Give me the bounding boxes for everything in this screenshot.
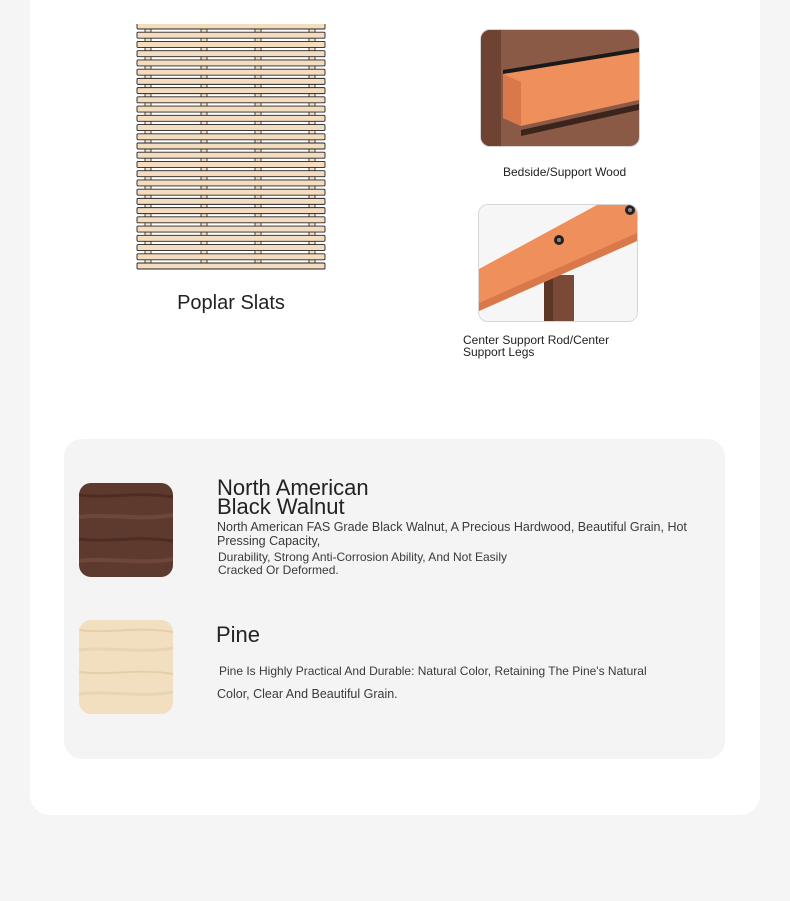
pine-title: Pine	[216, 622, 261, 647]
bedside-support-wood-caption: Bedside/Support Wood	[503, 165, 627, 179]
black-walnut-title: North American Black Walnut	[217, 475, 369, 519]
pine-description: Pine Is Highly Practical And Durable: Natural Color, Retaining The Pine's Natural	[219, 664, 647, 678]
pine-description-2: Color, Clear And Beautiful Grain.	[217, 687, 398, 701]
bedside-support-wood-image	[480, 29, 640, 147]
black-walnut-description: North American FAS Grade Black Walnut, A Precious Hardwood, Beautiful Grain, Hot Pressing Capacity,	[217, 520, 687, 548]
center-support-caption: Center Support Rod/Center Support Legs	[463, 333, 610, 359]
poplar-slats-image	[136, 24, 326, 270]
pine-swatch	[79, 620, 173, 714]
black-walnut-description-2: Durability, Strong Anti-Corrosion Ability, And Not Easily Cracked Or Deformed.	[218, 550, 508, 577]
poplar-slats-label: Poplar Slats	[177, 292, 285, 314]
center-support-image	[478, 204, 638, 322]
black-walnut-swatch	[79, 483, 173, 577]
